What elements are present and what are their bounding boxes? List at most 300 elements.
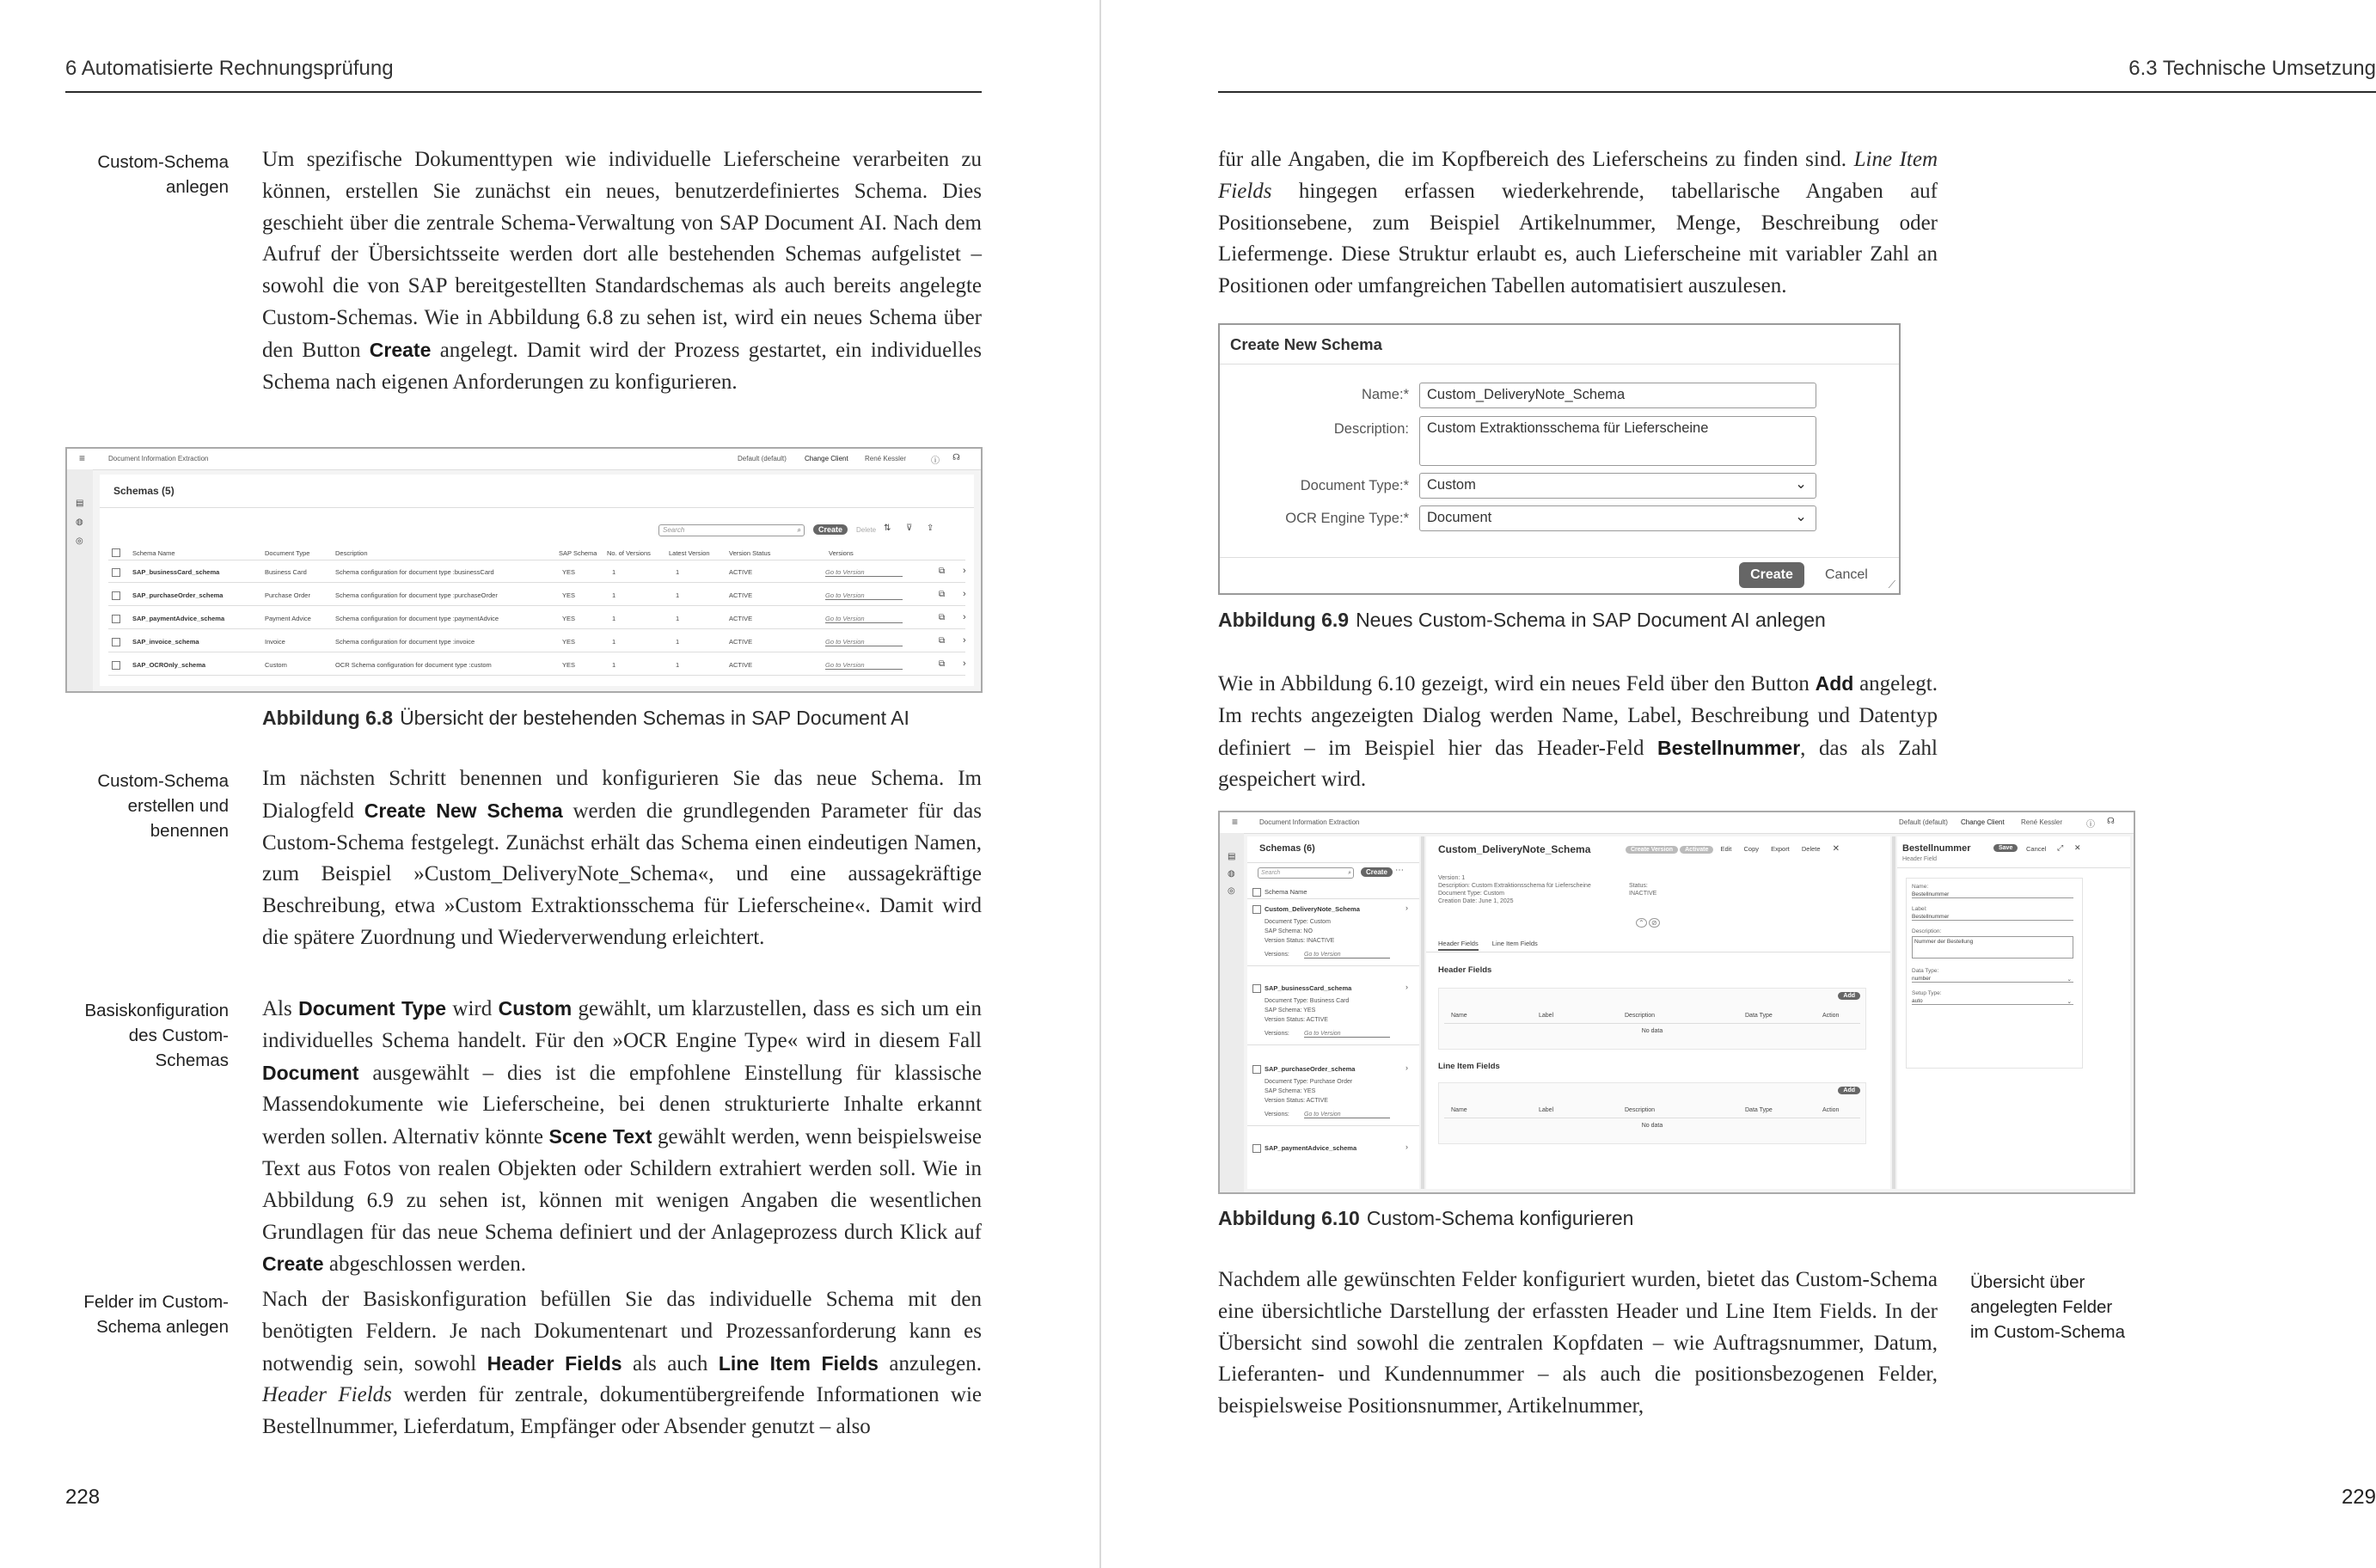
copy-icon[interactable]: ⧉ — [939, 636, 946, 646]
note-line: Schemas — [155, 1050, 229, 1070]
delete-button[interactable]: Delete — [1801, 845, 1821, 853]
splitter-handle[interactable] — [1421, 836, 1424, 1189]
document-type: Business Card — [265, 568, 307, 576]
label-text: OCR Engine Type: — [1285, 511, 1404, 526]
schema-name: Custom_DeliveryNote_Schema — [1265, 905, 1360, 913]
caption-text: Übersicht der bestehenden Schemas in SAP Document AI — [400, 707, 909, 729]
default-label: Default (default) — [738, 455, 787, 462]
item-type: Document Type: Custom — [1265, 919, 1331, 925]
select-value: Document — [1427, 510, 1492, 525]
scene-text-keyword: Scene Text — [548, 1125, 652, 1148]
latest-version: 1 — [676, 568, 680, 576]
col-version-status: Version Status — [729, 549, 771, 557]
meta-line: Version: 1 — [1438, 875, 1466, 881]
required-marker: * — [1403, 478, 1409, 493]
version-status: ACTIVE — [729, 591, 753, 599]
document-keyword: Document — [262, 1061, 359, 1084]
settings-icon[interactable]: ◎ — [1228, 886, 1235, 896]
copy-icon[interactable]: ⧉ — [939, 590, 946, 599]
schema-name: SAP_businessCard_schema — [1265, 984, 1352, 992]
collapse-icon[interactable]: ⌃ — [1636, 918, 1647, 928]
app-title: Document Information Extraction — [108, 455, 209, 462]
item-status: Version Status: ACTIVE — [1265, 1017, 1328, 1023]
chevron-right-icon[interactable]: › — [1405, 1142, 1408, 1151]
text-run: Nachdem alle gewünschten Felder konfiguriert wurden, bietet das Custom-Schema eine übersichtliche Darstellung der erfassten Header und Line Item Fields. In der Übersicht sind sowohl die zentralen Kopfdaten – wie Auftragsnummer, Datum, Lieferanten- und Kundennummer – als auch die positionsbezogenen Felder, beispielsweise Positionsnummer, Artikelnummer, — [1218, 1268, 1938, 1418]
col-description: Description — [1625, 1013, 1656, 1019]
row-divider — [108, 628, 965, 629]
col-document-type: Document Type — [265, 549, 310, 557]
tab-line-item-fields[interactable]: Line Item Fields — [1491, 940, 1538, 947]
pin-icon[interactable]: ⊘ — [1649, 918, 1660, 928]
table-row[interactable] — [108, 587, 965, 604]
create-button[interactable]: Create — [1361, 867, 1393, 877]
settings-icon[interactable]: ◎ — [76, 536, 83, 546]
divider — [1247, 862, 1419, 863]
no-versions: 1 — [612, 638, 616, 646]
create-keyword: Create — [369, 338, 432, 361]
col-name: Name — [1451, 1013, 1467, 1019]
schema-name: SAP_purchaseOrder_schema — [1265, 1065, 1356, 1073]
col-no-versions: No. of Versions — [607, 549, 651, 557]
text-run: Um spezifische Dokumenttypen wie individuelle Lieferscheine verarbeiten zu können, erstellen Sie zunächst ein neues, benutzerdefiniertes Schema. Dies geschieht über die zentrale Schema-Verwaltung von SAP Document AI. Nach dem Aufruf der Übersichtsseite werden dort alle bestehenden Schemas aufgelistet – sowohl die von SAP bereitgestellten Standardschemas als auch bereits angelegte Custom-Schemas. Wie in Abbildung 6.8 zu sehen ist, wird ein neues Schema über den Button — [262, 148, 982, 362]
text-run: Im nächsten Schritt benennen und konfigurieren Sie das neue Schema. Im Dialogfeld — [262, 767, 982, 823]
version-status: ACTIVE — [729, 661, 753, 669]
menu-icon[interactable]: ≡ — [1232, 816, 1239, 828]
no-versions: 1 — [612, 615, 616, 622]
document-type: Invoice — [265, 638, 285, 646]
paragraph-felder — [262, 1284, 982, 1443]
label-text: Document Type: — [1300, 478, 1404, 493]
required-marker: * — [1403, 387, 1409, 402]
table-header — [108, 547, 965, 559]
item-status: Version Status: ACTIVE — [1265, 1098, 1328, 1104]
change-client-link[interactable]: Change Client — [805, 455, 848, 462]
list-heading: Schemas (6) — [1259, 843, 1315, 854]
go-to-version-select[interactable]: Go to Version — [1304, 1031, 1390, 1038]
field-title: Bestellnummer — [1902, 843, 1971, 854]
version-status: ACTIVE — [729, 615, 753, 622]
text-run: Als — [262, 997, 299, 1020]
side-nav — [1220, 833, 1244, 1192]
splitter-handle[interactable] — [1892, 836, 1895, 1189]
globe-icon[interactable]: ◍ — [1228, 869, 1235, 879]
note-line: Übersicht über — [1970, 1272, 2085, 1292]
chevron-right-icon[interactable]: › — [963, 635, 966, 646]
text-run: Wie in Abbildung 6.10 gezeigt, wird ein neues Feld über den Button — [1218, 672, 1816, 695]
divider — [1897, 867, 2130, 868]
sap-schema: YES — [562, 661, 576, 669]
figure-6-10-screenshot — [1218, 811, 2135, 1194]
name-label — [1237, 387, 1409, 403]
left-page — [0, 0, 1100, 1568]
cancel-button[interactable]: Cancel — [1825, 567, 1868, 582]
edit-button[interactable]: Edit — [1720, 845, 1732, 853]
activate-button[interactable]: Activate — [1680, 846, 1713, 854]
running-head-right: 6.3 Technische Umsetzung — [2128, 57, 2376, 80]
latest-version: 1 — [676, 638, 680, 646]
figure-6-8-caption — [262, 707, 909, 730]
text-run: gewählt werden, wenn beispielsweise Text aus Fotos von realen Objekten oder Schildern extrahiert werden soll. Wie in Abbildung 6.9 zu sehen ist, können mit wenigen Angaben die wesentlichen Grundlagen für das neue Schema definiert und der Anlageprozess durch Klick auf — [262, 1125, 982, 1244]
versions-label: Versions: — [1265, 1031, 1289, 1037]
text-run: hingegen erfassen wiederkehrende, tabellarische Angaben auf Positionsebene, zum Beispiel Artikelnummer, Menge, Beschreibung oder Liefermenge. Diese Struktur erlaubt es, auch Lieferscheine mit variabler Zahl an Positionen oder umfangreichen Tabellen automatisiert auszulesen. — [1218, 179, 1938, 298]
go-to-version-select[interactable]: Go to Version — [825, 568, 903, 577]
meta-line: Document Type: Custom — [1438, 891, 1504, 897]
setup-type-label: Setup Type: — [1912, 990, 1942, 996]
col-latest-version: Latest Version — [669, 549, 710, 557]
caption-text: Neues Custom-Schema in SAP Document AI anlegen — [1356, 609, 1826, 631]
schema-name: SAP_businessCard_schema — [132, 568, 220, 576]
schema-name: SAP_purchaseOrder_schema — [132, 591, 224, 599]
document-type: Purchase Order — [265, 591, 310, 599]
field-editor-panel — [1897, 836, 2130, 1189]
schemas-panel — [100, 475, 974, 686]
col-label: Label — [1539, 1107, 1554, 1113]
header-fields-table — [1438, 988, 1866, 1050]
cancel-button[interactable]: Cancel — [2026, 845, 2047, 853]
add-header-field-button[interactable]: Add — [1838, 992, 1860, 1000]
select-value: auto — [1912, 998, 1923, 1004]
row-checkbox[interactable] — [112, 591, 120, 600]
row-checkbox[interactable] — [1252, 905, 1261, 914]
shell-bar — [67, 449, 981, 470]
search-icon: ⌕ — [797, 526, 801, 534]
copy-icon[interactable]: ⧉ — [939, 659, 946, 669]
text-run: wird — [446, 997, 499, 1020]
select-value: Custom — [1427, 477, 1476, 493]
collapse-controls — [1636, 919, 1660, 927]
sap-schema: YES — [562, 638, 576, 646]
text-run: werden für zentrale, dokumentübergreifende Informationen wie Bestellnummer, Lieferdatum, Empfänger oder Absender genutzt – also — [262, 1383, 982, 1439]
row-checkbox[interactable] — [112, 638, 120, 646]
chevron-right-icon[interactable]: › — [963, 589, 966, 599]
user-menu[interactable]: René Kessler — [2021, 818, 2063, 826]
margin-note-erstellen-benennen — [52, 769, 229, 843]
versions-label: Versions: — [1265, 952, 1289, 958]
header-rule-right — [1218, 91, 2376, 93]
fullscreen-icon[interactable]: ⤢ — [2057, 843, 2064, 852]
close-icon[interactable]: ✕ — [2074, 843, 2081, 852]
add-keyword: Add — [1815, 672, 1854, 695]
row-divider — [1247, 965, 1419, 966]
col-data-type: Data Type — [1745, 1013, 1773, 1019]
description: Schema configuration for document type :purchaseOrder — [335, 591, 498, 599]
data-type-select[interactable] — [1912, 976, 2073, 983]
col-sap-schema: SAP Schema — [559, 549, 597, 557]
detail-actions — [1626, 844, 1840, 854]
status-block — [1629, 882, 1656, 897]
caption-text: Custom-Schema konfigurieren — [1366, 1207, 1634, 1229]
default-label: Default (default) — [1899, 818, 1948, 826]
line-item-fields-heading: Line Item Fields — [1438, 1062, 1500, 1071]
col-action: Action — [1822, 1013, 1840, 1019]
versions-label: Versions: — [1265, 1112, 1289, 1118]
create-button[interactable]: Create — [813, 524, 848, 535]
description-label: Description: — [1333, 421, 1409, 437]
chevron-right-icon[interactable]: › — [1405, 903, 1408, 912]
menu-icon[interactable]: ≡ — [79, 452, 86, 464]
divider — [1444, 1023, 1860, 1024]
dialog-footer-divider — [1220, 557, 1899, 558]
more-icon[interactable]: ⋯ — [1395, 866, 1404, 875]
item-sap: SAP Schema: YES — [1265, 1008, 1316, 1014]
text-run: als auch — [622, 1351, 719, 1375]
text-run: werden die grundlegenden Parameter für das Custom-Schema festgelegt. Zunächst erhält das Schema einen eindeutigen Namen, zum Beispiel »Custom_DeliveryNote_Schema«, und eine aussagekräftige Beschreibung, etwa »Custom Extraktionsschema für Lieferscheine«. Damit wird die spätere Zuordnung und Wiederverwendung erleichtert. — [262, 799, 982, 949]
text-run: , das als Zahl gespeichert wird. — [1218, 736, 1938, 792]
schema-name: SAP_paymentAdvice_schema — [132, 615, 225, 622]
schema-list-panel — [1247, 836, 1419, 1189]
create-button[interactable]: Create — [1739, 562, 1804, 588]
close-icon[interactable]: ✕ — [1832, 844, 1840, 854]
copy-icon[interactable]: ⧉ — [939, 613, 946, 622]
description: OCR Schema configuration for document type :custom — [335, 661, 492, 669]
row-checkbox[interactable] — [112, 615, 120, 623]
headset-icon[interactable]: ☊ — [2107, 817, 2115, 826]
meta-line: Creation Date: June 1, 2025 — [1438, 898, 1514, 904]
setup-type-select[interactable] — [1912, 998, 2073, 1005]
meta-line: Description: Custom Extraktionsschema für Lieferscheine — [1438, 883, 1591, 889]
shell-bar — [1220, 812, 2134, 834]
ocr-engine-type-label — [1237, 511, 1409, 527]
margin-note-basiskonfiguration — [52, 998, 229, 1073]
latest-version: 1 — [676, 591, 680, 599]
no-versions: 1 — [612, 568, 616, 576]
header-fields-italic: Header Fields — [262, 1383, 392, 1407]
no-data-text: No data — [1641, 1123, 1663, 1129]
select-value: number — [1912, 976, 1932, 982]
table-row[interactable] — [108, 610, 965, 628]
caption-number: Abbildung 6.8 — [262, 707, 394, 729]
chevron-right-icon[interactable]: › — [963, 658, 966, 669]
status-label: Status: — [1629, 883, 1648, 889]
description-textarea[interactable]: Nummer der Bestellung — [1912, 936, 2073, 959]
paragraph-add-field — [1218, 668, 1938, 796]
sap-schema: YES — [562, 568, 576, 576]
no-versions: 1 — [612, 661, 616, 669]
col-description: Description — [1625, 1107, 1656, 1113]
row-checkbox[interactable] — [112, 661, 120, 670]
delete-button[interactable]: Delete — [856, 526, 877, 534]
required-marker: * — [1403, 511, 1409, 526]
right-page — [1101, 0, 2376, 1568]
description: Schema configuration for document type :paymentAdvice — [335, 615, 499, 622]
search-input[interactable] — [1258, 867, 1354, 879]
note-line: des Custom- — [128, 1026, 229, 1045]
chevron-down-icon: ⌄ — [2067, 977, 2072, 983]
item-sap: SAP Schema: YES — [1265, 1088, 1316, 1094]
note-line: anlegen — [166, 177, 229, 197]
item-status: Version Status: INACTIVE — [1265, 938, 1335, 944]
row-checkbox[interactable] — [1252, 1065, 1261, 1074]
item-sap: SAP Schema: NO — [1265, 928, 1313, 934]
add-line-item-field-button[interactable]: Add — [1838, 1087, 1860, 1094]
row-divider — [1247, 1044, 1419, 1045]
header-fields-heading: Header Fields — [1438, 965, 1492, 975]
margin-note-uebersicht — [1970, 1270, 2168, 1344]
help-icon[interactable]: ⓘ — [931, 456, 940, 466]
chevron-right-icon[interactable]: › — [963, 566, 966, 576]
docs-icon[interactable]: ▤ — [76, 499, 84, 508]
col-schema-name: Schema Name — [132, 549, 175, 557]
figure-6-9-caption — [1218, 609, 1826, 632]
version-status: ACTIVE — [729, 638, 753, 646]
document-type-label — [1237, 478, 1409, 494]
list-item[interactable] — [1247, 903, 1419, 979]
caption-number: Abbildung 6.9 — [1218, 609, 1350, 631]
text-run: angelegt. Im rechts angezeigten Dialog werden Name, Label, Beschreibung und Datentyp definiert – im Beispiel hier das Header-Feld — [1218, 672, 1938, 760]
description: Schema configuration for document type :businessCard — [335, 568, 494, 576]
bestellnummer-keyword: Bestellnummer — [1657, 736, 1801, 759]
name-label: Name: — [1912, 884, 1929, 890]
search-icon: ⌕ — [1348, 870, 1351, 876]
note-line: Custom-Schema — [97, 771, 229, 791]
header-rule-left — [65, 91, 982, 93]
create-version-button[interactable]: Create Version — [1626, 846, 1678, 854]
list-item[interactable] — [1247, 983, 1419, 1058]
table-row[interactable] — [108, 657, 965, 674]
headset-icon[interactable]: ☊ — [952, 453, 960, 462]
note-line: Custom-Schema — [97, 152, 229, 172]
chevron-right-icon[interactable]: › — [963, 612, 966, 622]
note-line: angelegten Felder — [1970, 1297, 2113, 1317]
no-versions: 1 — [612, 591, 616, 599]
divider — [100, 507, 974, 508]
app-title: Document Information Extraction — [1259, 818, 1360, 826]
margin-note-custom-schema-anlegen — [52, 150, 229, 199]
label-text: Name: — [1361, 387, 1404, 402]
copy-icon[interactable]: ⧉ — [939, 567, 946, 576]
list-item[interactable] — [1247, 1063, 1419, 1139]
col-data-type: Data Type — [1745, 1107, 1773, 1113]
go-to-version-select[interactable]: Go to Version — [825, 638, 903, 646]
latest-version: 1 — [676, 661, 680, 669]
line-item-fields-table — [1438, 1082, 1866, 1144]
status-value: INACTIVE — [1629, 891, 1657, 897]
create-new-schema-keyword: Create New Schema — [364, 799, 563, 822]
document-type-keyword: Document Type — [298, 997, 447, 1020]
text-run: für alle Angaben, die im Kopfbereich des Lieferscheins zu finden sind. — [1218, 148, 1854, 171]
save-button[interactable]: Save — [1993, 844, 2018, 852]
paragraph-uebersicht — [1218, 1265, 1938, 1423]
table-row[interactable] — [108, 634, 965, 651]
chevron-down-icon: ⌄ — [1795, 509, 1807, 524]
text-run: anzulegen. — [878, 1351, 982, 1375]
text-run: angelegt. Damit wird der Prozess gestartet, ein individuelles Schema nach eigenen Anforderungen zu konfigurieren. — [262, 338, 982, 394]
label-input[interactable]: Bestellnummer — [1912, 914, 2073, 921]
note-line: Basiskonfiguration — [84, 1001, 229, 1020]
note-line: im Custom-Schema — [1970, 1322, 2125, 1342]
document-type: Payment Advice — [265, 615, 311, 622]
ocr-engine-type-select[interactable] — [1419, 505, 1816, 531]
change-client-link[interactable]: Change Client — [1961, 818, 2005, 826]
text-run: gewählt, um klarzustellen, dass es sich um ein individuelles Schema handelt. Für den »OCR Engine Type« wird in diesem Fall — [262, 997, 983, 1052]
col-versions: Versions — [829, 549, 854, 557]
export-button[interactable]: Export — [1771, 845, 1790, 853]
col-schema-name: Schema Name — [1265, 888, 1307, 896]
text-run: ausgewählt – dies ist die empfohlene Einstellung für klassische Massendokumente wie Lieferscheine, bei denen strukturierte Inhalte erkannt werden sollen. Alternativ könnte — [262, 1061, 982, 1149]
go-to-version-select[interactable]: Go to Version — [825, 591, 903, 600]
paragraph-basiskonfiguration — [262, 993, 982, 1281]
chevron-right-icon[interactable]: › — [1405, 1063, 1408, 1072]
data-type-label: Data Type: — [1912, 968, 1939, 974]
row-checkbox[interactable] — [1252, 984, 1261, 993]
search-input[interactable] — [658, 524, 805, 536]
margin-note-felder-anlegen — [52, 1289, 229, 1339]
note-line: erstellen und — [127, 796, 229, 816]
go-to-version-select[interactable]: Go to Version — [1304, 1112, 1390, 1118]
resize-handle-icon[interactable]: ⟋ — [1888, 579, 1895, 591]
select-all-checkbox[interactable] — [112, 548, 120, 557]
page-number-left: 228 — [65, 1485, 101, 1509]
schema-detail-panel — [1426, 836, 1890, 1189]
divider — [1247, 898, 1419, 899]
note-line: Schema anlegen — [96, 1317, 229, 1337]
detail-title: Custom_DeliveryNote_Schema — [1438, 843, 1591, 855]
tab-bar — [1438, 940, 1538, 947]
search-placeholder: Search — [1261, 870, 1281, 876]
row-checkbox[interactable] — [1252, 1144, 1261, 1153]
figure-6-10-caption — [1218, 1207, 1633, 1230]
filter-icon[interactable]: ⊽ — [906, 524, 913, 533]
text-run: Nach der Basiskonfiguration befüllen Sie das individuelle Schema mit den benötigten Feldern. Je nach Dokumentenart und Prozessanforderung kann es notwendig sein, sowohl — [262, 1288, 982, 1375]
no-data-text: No data — [1641, 1028, 1663, 1034]
help-icon[interactable]: ⓘ — [2086, 820, 2095, 830]
row-checkbox[interactable] — [112, 568, 120, 577]
name-input[interactable]: Bestellnummer — [1912, 891, 2073, 898]
line-item-fields-keyword: Line Item Fields — [718, 1351, 879, 1375]
caption-number: Abbildung 6.10 — [1218, 1207, 1360, 1229]
copy-button[interactable]: Copy — [1743, 845, 1759, 853]
schemas-heading: Schemas (5) — [113, 485, 175, 497]
label-label: Label: — [1912, 906, 1927, 912]
field-subtitle: Header Field — [1902, 856, 1938, 862]
paragraph-line-item-intro — [1218, 144, 1938, 303]
search-placeholder: Search — [663, 526, 685, 534]
text-run: abgeschlossen werden. — [323, 1253, 526, 1277]
name-input[interactable]: Custom_DeliveryNote_Schema — [1419, 383, 1816, 408]
schema-name: SAP_invoice_schema — [132, 638, 199, 646]
tab-header-fields[interactable]: Header Fields — [1438, 940, 1479, 951]
schema-name: SAP_paymentAdvice_schema — [1265, 1144, 1357, 1152]
side-nav — [67, 469, 93, 691]
document-type-select[interactable] — [1419, 473, 1816, 499]
table-row[interactable] — [108, 564, 965, 581]
create-keyword: Create — [262, 1253, 324, 1276]
chevron-right-icon[interactable]: › — [1405, 983, 1408, 991]
description: Schema configuration for document type :invoice — [335, 638, 475, 646]
row-divider — [1247, 1125, 1419, 1126]
line-item-fields-italic: Line Item Fields — [1218, 148, 1938, 203]
description-textarea[interactable]: Custom Extraktionsschema für Lieferscheine — [1419, 416, 1816, 466]
paragraph-intro — [262, 144, 982, 398]
page-number-right: 229 — [2341, 1485, 2376, 1509]
custom-keyword: Custom — [498, 997, 573, 1020]
running-head-left: 6 Automatisierte Rechnungsprüfung — [65, 57, 394, 80]
chevron-down-icon: ⌄ — [1795, 476, 1807, 492]
go-to-version-select[interactable]: Go to Version — [825, 661, 903, 670]
go-to-version-select[interactable]: Go to Version — [1304, 952, 1390, 959]
user-menu[interactable]: René Kessler — [865, 455, 907, 462]
sort-icon[interactable]: ⇅ — [884, 524, 891, 533]
dialog-title: Create New Schema — [1230, 335, 1382, 353]
export-icon[interactable]: ⇪ — [927, 524, 934, 533]
select-all-checkbox[interactable] — [1252, 888, 1261, 897]
docs-icon[interactable]: ▤ — [1228, 852, 1236, 861]
sap-schema: YES — [562, 615, 576, 622]
create-new-schema-dialog — [1218, 323, 1901, 595]
go-to-version-select[interactable]: Go to Version — [825, 615, 903, 623]
paragraph-create-new-schema — [262, 763, 982, 954]
globe-icon[interactable]: ◍ — [76, 518, 83, 527]
